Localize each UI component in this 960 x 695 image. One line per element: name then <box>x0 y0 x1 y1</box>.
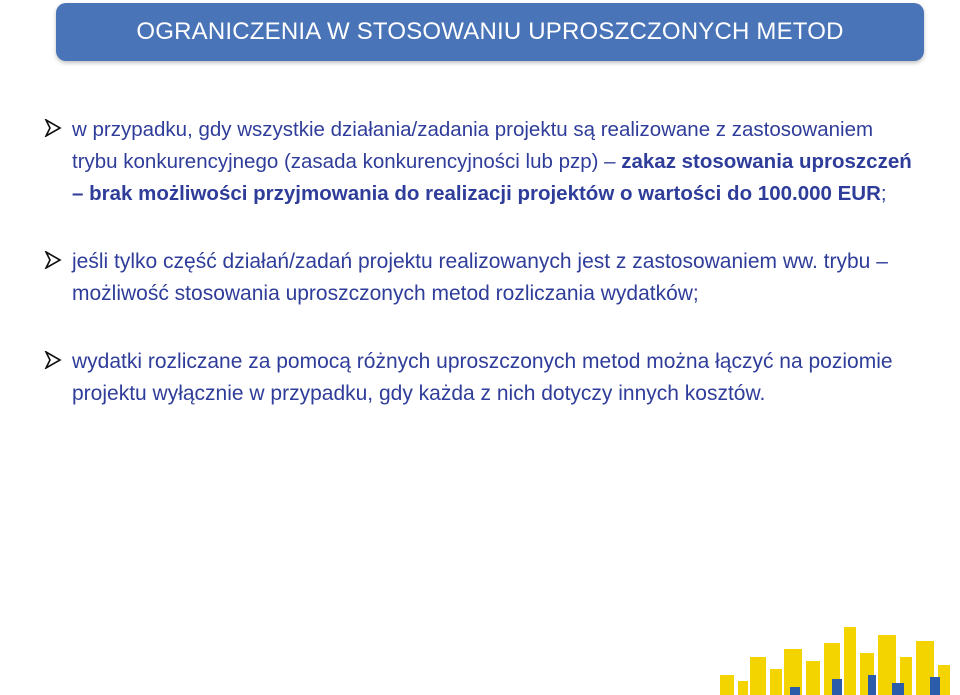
title-banner <box>56 3 924 61</box>
arrow-bullet-icon <box>44 114 72 142</box>
bullet-text-1 <box>72 114 924 210</box>
bullet-item-2 <box>44 246 924 310</box>
arrow-bullet-icon <box>44 246 72 274</box>
page-title: OGRANICZENIA W STOSOWANIU UPROSZCZONYCH METOD <box>136 18 844 45</box>
bullet-text-1-bold: zakaz stosowania uproszczeń – brak możliwości przyjmowania do realizacji projektów o wartości do 100.000 EUR <box>72 150 912 205</box>
bullet-text-1-normal: w przypadku, gdy wszystkie działania/zadania projektu są realizowane z zastosowaniem trybu konkurencyjnego (zasada konkurencyjności lub pzp) – <box>72 118 874 173</box>
bullet-item-1 <box>44 114 924 210</box>
bullet-text-2: jeśli tylko część działań/zadań projektu realizowanych jest z zastosowaniem ww. trybu – możliwość stosowania uproszczonych metod rozliczania wydatków; <box>72 250 888 305</box>
eu-flag-logo-decoration <box>630 605 960 695</box>
bullet-list <box>44 114 924 446</box>
bullet-item-3 <box>44 346 924 410</box>
bullet-text-1-end: ; <box>880 182 887 205</box>
arrow-bullet-icon <box>44 346 72 374</box>
bullet-text-3: wydatki rozliczane za pomocą różnych uproszczonych metod można łączyć na poziomie projektu wyłącznie w przypadku, gdy każda z nich dotyczy innych kosztów. <box>72 350 893 405</box>
